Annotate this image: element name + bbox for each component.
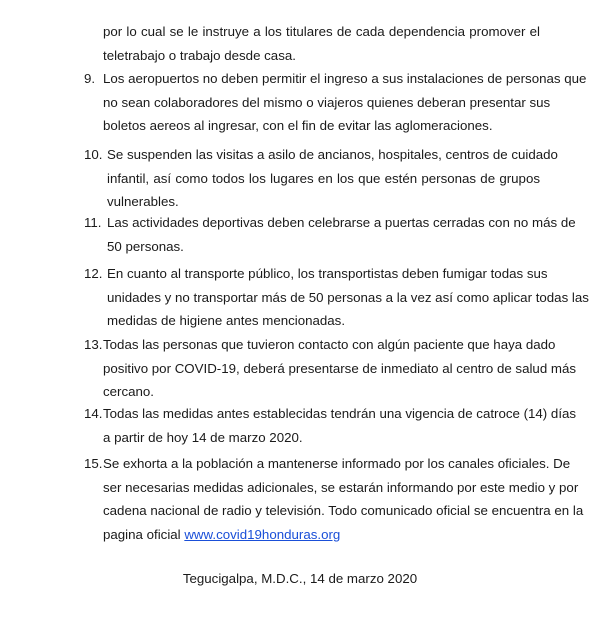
continuation-paragraph [84, 20, 540, 67]
official-website-link[interactable]: www.covid19honduras.org [184, 526, 341, 542]
text-line: boletos aereos al ingresar, con el fin de evitar las aglomeraciones. [103, 118, 493, 134]
list-item-12 [84, 262, 589, 333]
text-line: cercano. [103, 384, 154, 400]
text-line: teletrabajo o trabajo desde casa. [103, 47, 296, 63]
text-line: positivo por COVID-19, deberá presentarse de inmediato al centro de salud más [103, 360, 577, 376]
item-number: 13. [84, 337, 103, 352]
text-line: Se suspenden las visitas a asilo de ancianos, hospitales, centros de cuidado [107, 147, 558, 162]
text-line: Todas las personas que tuvieron contacto con algún paciente que haya dado [103, 337, 556, 352]
list-item-15 [84, 452, 584, 546]
list-item-11 [84, 211, 576, 258]
text-line: Los aeropuertos no deben permitir el ingreso a sus instalaciones de personas que [103, 71, 587, 86]
text-line: cadena nacional de radio y televisión. Todo comunicado oficial se encuentra en la [103, 503, 584, 519]
text-line: 50 personas. [107, 238, 184, 254]
text-line: Las actividades deportivas deben celebrarse a puertas cerradas con no más de [107, 215, 576, 230]
list-item-10 [84, 143, 558, 214]
list-item-14 [84, 402, 577, 449]
text-line: unidades y no transportar más de 50 personas a la vez así como aplicar todas las [107, 289, 589, 305]
list-item-9 [84, 67, 587, 138]
text-line: por lo cual se le instruye a los titulares de cada dependencia promover el [103, 24, 540, 39]
text-line: Todas las medidas antes establecidas tendrán una vigencia de catroce (14) días [103, 406, 577, 421]
text-line [103, 523, 540, 547]
text-line: Se exhorta a la población a mantenerse informado por los canales oficiales. De [103, 456, 571, 471]
text-line: En cuanto al transporte público, los transportistas deben fumigar todas sus [107, 266, 548, 281]
item-number: 15. [84, 456, 103, 471]
item-number: 10. [84, 147, 103, 162]
item-number: 9. [84, 71, 96, 86]
item-number: 14. [84, 406, 103, 421]
text-line: a partir de hoy 14 de marzo 2020. [103, 429, 303, 445]
text-line: medidas de higiene antes mencionadas. [107, 313, 346, 329]
text-line: ser necesarias medidas adicionales, se estarán informando por este medio y por [103, 479, 579, 495]
text-line: no sean colaboradores del mismo o viajeros quienes deberan presentar sus [103, 94, 551, 110]
item-number: 11. [84, 215, 102, 230]
link-prefix: pagina oficial [103, 526, 185, 542]
list-item-13 [84, 333, 577, 404]
text-line: vulnerables. [107, 194, 179, 210]
item-number: 12. [84, 266, 103, 281]
closing-place-date: Tegucigalpa, M.D.C., 14 de marzo 2020 [182, 571, 418, 586]
text-line: infantil, así como todos los lugares en los que estén personas de grupos [107, 170, 540, 186]
